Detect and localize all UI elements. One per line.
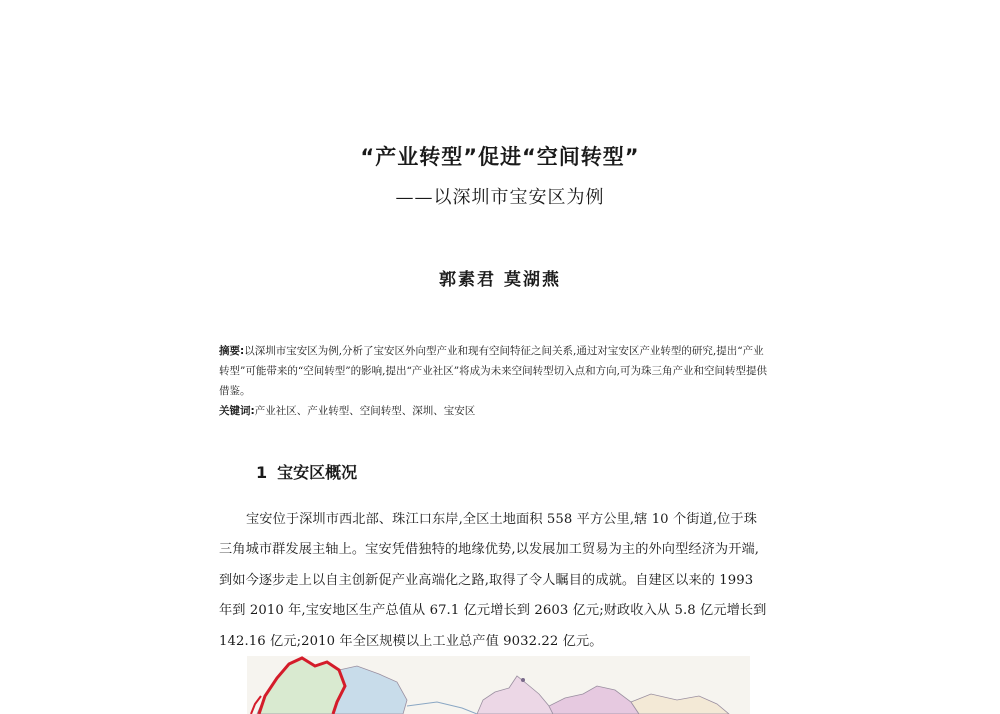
abstract	[219, 341, 769, 401]
abstract-text: 以深圳市宝安区为例,分析了宝安区外向型产业和现有空间特征之间关系,通过对宝安区产业转型的研究,提出“产业转型”可能带来的“空间转型”的影响,提出“产业社区”将成为未来空间转型切入点和方向,可为珠三角产业和空间转型提供借鉴。	[219, 345, 768, 397]
authors: 郭素君 莫湖燕	[439, 270, 561, 290]
district-map-figure	[247, 656, 750, 714]
section-heading	[256, 460, 357, 483]
abstract-label: 摘要:	[219, 345, 245, 357]
keywords-label: 关键词:	[219, 405, 255, 417]
district-map	[247, 656, 750, 714]
section-title: 宝安区概况	[277, 463, 358, 482]
keywords	[219, 402, 769, 420]
paper-title: “产业转型”促进“空间转型”	[360, 145, 640, 169]
keywords-text: 产业社区、产业转型、空间转型、深圳、宝安区	[254, 405, 476, 417]
map-marker	[521, 678, 525, 682]
paper-subtitle: ——以深圳市宝安区为例	[395, 187, 605, 208]
body-paragraph: 宝安位于深圳市西北部、珠江口东岸,全区土地面积 558 平方公里,辖 10 个街道,位于珠三角城市群发展主轴上。宝安凭借独特的地缘优势,以发展加工贸易为主的外向型经济为开端,到如今逐步走上以自主创新促产业高端化之路,取得了令人瞩目的成就。自建区以来的 1993 年到 2010 年,宝安地区生产总值从 67.1 亿元增长到 2603 亿元;财政收入从 5.8 亿元增长到 142.16 亿元;2010 年全区规模以上工业总产值 9032.22 亿元。	[219, 512, 767, 649]
section-number: 1	[256, 463, 268, 482]
